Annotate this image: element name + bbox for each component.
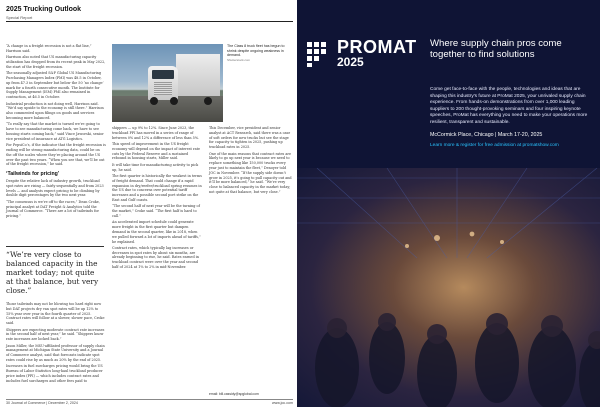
photo-caption-text: The Class 8 truck fleet has begun to shrink despite ongoing weakness in demand. bbox=[227, 44, 285, 58]
truck-wheel bbox=[170, 97, 178, 105]
paragraph: Despite the relative lack of industry growth, truckload spot rates are rising — fairly sequentially and from 2023 levels — and analysts expect pricing to be climbing by double digit percentages by the two next year. bbox=[6, 179, 104, 198]
author-email: email: bill.cassidy@spglobal.com bbox=[209, 392, 259, 396]
paragraph: The seasonally adjusted S&P Global US Manufacturing Purchasing Managers Index (PMI) was 48.5 in October, up from 47.3 in September but below the 50 ‘no change’ mark for a fourth consecutive month. The Institute for Supply Management (ISM) PMI also remained in contraction, at 46.5 in October. bbox=[6, 71, 104, 100]
exhibit-hall-ceiling bbox=[297, 168, 600, 407]
paragraph: This speed of improvement in the US freight economy will depend on the impact of interest rate cuts by the Federal Reserve and a sustained rebound in housing starts, Miller said. bbox=[112, 141, 200, 161]
article-column-1-lower bbox=[6, 302, 106, 385]
paragraph: shippers — up 9% to 12%. Since June 2023, the truckload PPI has moved in a series of range of between 0% and 12% a difference of less than 5%. bbox=[112, 126, 200, 140]
promat-logo-icon bbox=[305, 40, 333, 68]
paragraph: Increases in fuel surcharges pricing would bring the US Bureau of Labor Statistics long-haul truckload producer price index (PPI) — which includes contract rates and includes fuel surcharges and other fees paid to bbox=[6, 364, 103, 383]
ad-event-details: McCormick Place, Chicago | March 17-20, 2025 bbox=[430, 132, 543, 138]
page-header-title: 2025 Trucking Outlook bbox=[6, 6, 82, 13]
paragraph: An accelerated import schedule could generate more freight in the first quarter but dampen demand in the second quarter, like in 2018, when we pulled forward a lot of imports ahead of tariffs,” he explained. bbox=[112, 220, 201, 244]
paragraph: The first quarter is historically the weakest in terms of freight demand. That could change if a rapid expansion in dry/reefer/truckload spring resumes in the US due to concerns over potential tariff increases and a possible second port strike on the East and Gulf coasts. bbox=[112, 173, 202, 202]
paragraph: “A change in a freight recession is not a flat line,” Harrison said. bbox=[6, 44, 92, 53]
promat-year: 2025 bbox=[337, 55, 364, 69]
page-footer bbox=[6, 399, 293, 405]
paragraph: Harrison also noted that US manufacturing capacity utilization has dropped from its recent peak in May 2022, the start of the freight recession. bbox=[6, 55, 106, 69]
promat-wordmark: PROMAT bbox=[337, 37, 417, 57]
paragraph: Contract rates, which typically lag increases or decreases in spot rates by about six months, are already beginning to rise, he said. Rates earned in truckload contract were over the year and second half of 2024 at 1% to 2% in mid-November. bbox=[112, 245, 199, 270]
pull-quote bbox=[6, 246, 104, 295]
paragraph: Those tailwinds may not be blowing too hard right now but DAT projects dry van spot rates will be up 12% to 15% year over year in the fourth quarter of 2025. Contract rates will follow at a slower, slower pace, Croke said. bbox=[6, 302, 105, 326]
truck-photo bbox=[112, 44, 223, 122]
pull-quote-rule bbox=[6, 246, 104, 247]
paragraph: Shippers are expecting moderate contract rate increases in the second half of next year,” he said. “Shippers know rate increases are locked back.” bbox=[6, 327, 105, 342]
page-header-section: Special Report bbox=[6, 15, 33, 20]
article-column-1 bbox=[6, 44, 106, 221]
paragraph: It will take time for manufacturing activity to pick up, he said. bbox=[112, 162, 199, 172]
paragraph: For PepsiCo’s, if the indicator that the freight recession is ending will be strong manufacturing data, could be on the off the scales where they’re placing around the US over the past two years. “When you see that, we’ll be out of the freight recession,” he said. bbox=[6, 143, 106, 167]
article-column-3 bbox=[209, 126, 293, 196]
paragraph: Jason Miller, the MSU-affiliated professor of supply chain management at Michigan State University and a Journal of Commerce analyst, said that forecasts indicate spot rates could rise by as much as 20% by the end of 2025. bbox=[6, 343, 105, 362]
paragraph: This December, vice president and senior analyst at ACT Research, said there was a case of soft orders for new trucks but see the stage for capacity to tighten in 2025, pushing up truckload rates in 2025. bbox=[209, 126, 291, 150]
ad-register-link[interactable]: Learn more & register for free admission at promatshow.com bbox=[430, 143, 559, 148]
truck-trailer bbox=[176, 54, 220, 96]
truck-grill bbox=[154, 82, 172, 95]
ad-body-text: Come get face-to-face with the people, technologies and ideas that are shaping this industry's future at ProMat 2025, your unrivaled supply chain experience. From hands-on demonstrations from over 1,000 leading suppliers to 200 thought-provoking seminars and four inspiring keynote speeches, ProMat has everything you need to make your operations more resilient, transparent and sustainable. bbox=[430, 87, 588, 125]
article-column-2 bbox=[112, 126, 202, 271]
crowd-photo bbox=[297, 168, 600, 407]
header-divider bbox=[6, 21, 293, 22]
paragraph: “To really say that the market is turned we’re going to have to see manufacturing come back, we have to see housing starts coming back,” said Vince Jaworski, senior vice president of insurance at ATG Logistics. bbox=[6, 122, 104, 141]
article-page bbox=[0, 0, 297, 407]
photo-credit: Shutterstock.com bbox=[227, 57, 251, 62]
paragraph: “The second half of next year will be the turning of the market,” Croke said. “The first half is hard to call.” bbox=[112, 204, 200, 218]
paragraph: Industrial production is not doing well, Harrison said. “We’d say upside to the economy is still there.” Harrison also commented upon filings on goods and services becoming more balanced. bbox=[6, 101, 104, 120]
photo-caption bbox=[227, 44, 293, 62]
truck-wheel bbox=[204, 97, 212, 105]
pull-quote-text: “We’re very close to balanced capacity in the market today; not quite at that balance, but very close.” bbox=[6, 250, 99, 295]
ad-headline: Where supply chain pros come together to find solutions bbox=[430, 38, 562, 60]
paragraph: One of the main reasons that contract rates are likely to go up next year is because we need to replace something like 150,000 trucks every year just to maintain the fleet,” Denoyer told JOC in November. “If the supply side doesn’t grow in 2025, it’s going to pull capacity out and it’ll be more balanced,” he said. “We’re very close to balanced capacity in the market today; not quite at that balance, but very close.” bbox=[209, 151, 292, 194]
section-heading: ‘Tailwinds for pricing’ bbox=[6, 171, 60, 178]
truck-wheel bbox=[150, 97, 158, 105]
footer-url: www.joc.com bbox=[272, 401, 293, 405]
promat-ad bbox=[297, 0, 600, 407]
paragraph: “The consensus is we’re off to the races,” Dean Croke, principal analyst at DAT Freight & Analytics told the Journal of Commerce. “There are a lot of tailwinds for pricing.” bbox=[6, 199, 100, 219]
footer-folio: 30 Journal of Commerce | December 2, 2024 bbox=[6, 401, 78, 405]
truck-windshield bbox=[152, 70, 174, 79]
